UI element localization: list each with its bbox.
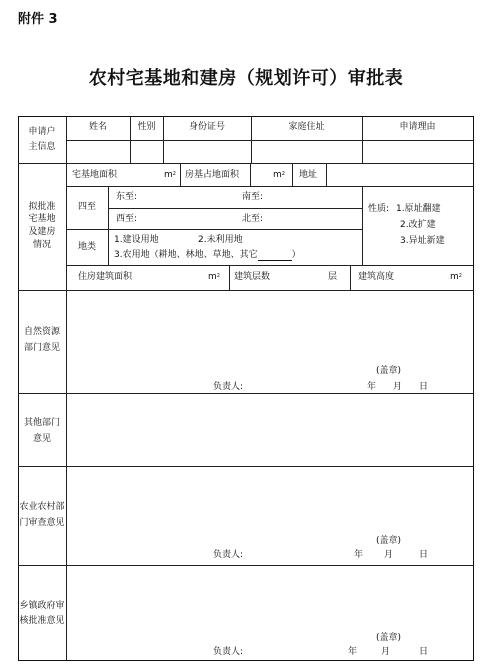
- responsible-natural-resources: 负责人:: [213, 382, 244, 392]
- year-agriculture: 年: [354, 550, 364, 560]
- seal-township: (盖章): [376, 633, 402, 643]
- plan-label-line1: 拟批准: [28, 202, 56, 212]
- building-area-label: 住房建筑面积: [78, 272, 133, 282]
- seal-agriculture: (盖章): [376, 536, 402, 546]
- north-bound-label: 北至:: [242, 214, 264, 224]
- day-natural-resources: 日: [419, 382, 429, 392]
- responsible-agriculture: 负责人:: [213, 550, 244, 560]
- column-gender: 性别: [137, 122, 156, 132]
- nature-label: 性质:: [368, 204, 390, 214]
- form-title: 农村宅基地和建房（规划许可）审批表: [88, 68, 404, 89]
- nature-option-3: 3.异址新建: [400, 236, 445, 246]
- building-area-unit: $m^2$: [208, 272, 220, 282]
- footprint-area-unit: $m^2$: [273, 170, 285, 180]
- south-bound-label: 南至:: [242, 192, 264, 202]
- seal-natural-resources: (盖章): [376, 366, 402, 376]
- four-bounds-label: 四至: [77, 202, 96, 212]
- township-label-line1: 乡镇政府审: [19, 601, 65, 611]
- nature-option-1: 1.原址翻建: [396, 204, 441, 214]
- nature-option-2: 2.改扩建: [400, 220, 436, 230]
- attachment-number: 附件 3: [18, 12, 58, 27]
- natural-resources-label-line1: 自然资源: [23, 327, 60, 337]
- other-departments-label-line2: 意见: [32, 434, 51, 444]
- month-natural-resources: 月: [393, 382, 403, 392]
- land-type-1: 1.建设用地: [114, 235, 159, 245]
- land-type-2: 2.未利用地: [198, 235, 243, 245]
- other-departments-label-line1: 其他部门: [23, 418, 60, 428]
- height-label: 建筑高度: [358, 272, 395, 282]
- day-agriculture: 日: [419, 550, 429, 560]
- east-bound-label: 东至:: [116, 192, 138, 202]
- homestead-area-label: 宅基地面积: [72, 170, 118, 180]
- year-natural-resources: 年: [367, 382, 377, 392]
- applicant-label-line1: 申请户: [28, 127, 56, 137]
- agriculture-label-line1: 农业农村部: [19, 502, 65, 512]
- homestead-area-unit: $m^2$: [164, 170, 176, 180]
- natural-resources-label-line2: 部门意见: [23, 343, 60, 353]
- plan-label-line4: 情况: [32, 240, 51, 250]
- address-label: 地址: [299, 170, 318, 180]
- floors-label: 建筑层数: [234, 272, 271, 282]
- land-type-label: 地类: [77, 242, 96, 252]
- column-address: 家庭住址: [288, 122, 325, 132]
- township-label-line2: 核批准意见: [19, 616, 65, 626]
- land-type-3: 3.农用地（耕地、林地、草地、其它 ）: [114, 250, 301, 260]
- plan-label-line2: 宅基地: [28, 214, 56, 224]
- month-township: 月: [381, 647, 391, 657]
- column-name: 姓名: [88, 122, 107, 132]
- applicant-label-line2: 主信息: [28, 142, 56, 152]
- responsible-township: 负责人:: [213, 647, 244, 657]
- plan-label-line3: 及建房: [28, 227, 56, 237]
- day-township: 日: [419, 647, 429, 657]
- footprint-area-label: 房基占地面积: [185, 170, 240, 180]
- west-bound-label: 西至:: [116, 214, 138, 224]
- other-land-blank: [258, 251, 292, 261]
- column-reason: 申请理由: [399, 122, 436, 132]
- year-township: 年: [348, 647, 358, 657]
- month-agriculture: 月: [384, 550, 394, 560]
- height-unit: $m^2$: [450, 272, 462, 282]
- column-id-number: 身份证号: [188, 122, 225, 132]
- floor-unit: 层: [328, 272, 338, 282]
- agriculture-label-line2: 门审查意见: [19, 518, 65, 528]
